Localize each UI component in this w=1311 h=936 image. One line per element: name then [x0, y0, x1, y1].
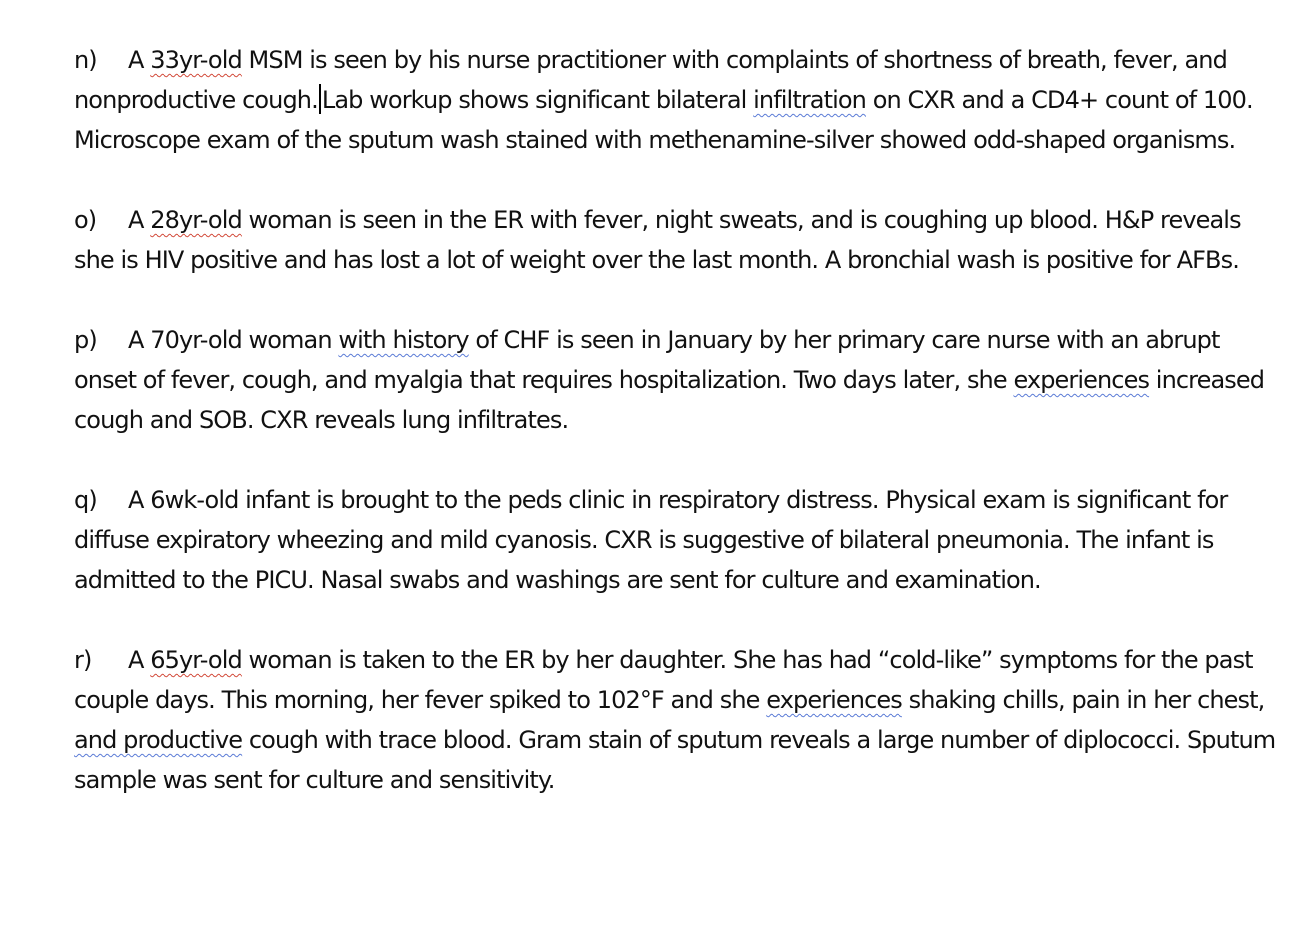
grammar-flag[interactable]: experiences: [766, 686, 902, 714]
grammar-flag[interactable]: experiences: [1013, 366, 1150, 394]
text-run: MSM is seen by his nurse practitioner with complaints of shortness of breath, fever, and nonproductive cough.: [74, 46, 1227, 114]
document-body[interactable]: [74, 40, 1284, 840]
list-marker: r): [74, 646, 92, 674]
text-run: shaking chills, pain in her chest,: [901, 686, 1265, 714]
spellcheck-flag[interactable]: 28yr-old: [150, 206, 242, 234]
grammar-flag[interactable]: and productive: [74, 726, 243, 754]
text-run: of CHF is seen in January by her primary care nurse with an abrupt onset of fever, cough, and myalgia that requires hospitalization. Two days later, she: [74, 326, 1220, 394]
grammar-flag[interactable]: infiltration: [753, 86, 866, 114]
list-marker: q): [74, 486, 97, 514]
list-marker: p): [74, 326, 97, 354]
text-run: woman is taken to the ER by her daughter. She has had “cold-like” symptoms for the past couple days. This morning, her fever spiked to 102°F and she: [74, 646, 1253, 714]
text-run: A 70yr-old woman: [128, 326, 339, 354]
text-cursor: [319, 84, 321, 114]
text-run: on CXR and a CD4+ count of 100. Microscope exam of the sputum wash stained with methenamine-silver showed odd-shaped organisms.: [74, 86, 1253, 154]
question-n[interactable]: [74, 40, 1284, 160]
text-run: cough with trace blood. Gram stain of sputum reveals a large number of diplococci. Sputum sample was sent for culture and sensitivity.: [74, 726, 1276, 794]
text-run: increased cough and SOB. CXR reveals lung infiltrates.: [74, 366, 1265, 434]
text-run: A 6wk-old infant is brought to the peds clinic in respiratory distress. Physical exam is significant for diffuse expiratory wheezing and mild cyanosis. CXR is suggestive of bilateral pneumonia. The infant is admitted to the PICU. Nasal swabs and washings are sent for culture and examination.: [74, 486, 1228, 594]
question-r[interactable]: [74, 640, 1284, 800]
list-marker: o): [74, 206, 97, 234]
text-run: Lab workup shows significant bilateral: [321, 86, 754, 114]
text-run: A: [128, 206, 151, 234]
text-run: woman is seen in the ER with fever, night sweats, and is coughing up blood. H&P reveals she is HIV positive and has lost a lot of weight over the last month. A bronchial wash is positive for AFBs.: [74, 206, 1241, 274]
spellcheck-flag[interactable]: 33yr-old: [150, 46, 242, 74]
spellcheck-flag[interactable]: 65yr-old: [150, 646, 242, 674]
question-q[interactable]: [74, 480, 1284, 600]
question-p[interactable]: [74, 320, 1284, 440]
question-o[interactable]: [74, 200, 1284, 280]
text-run: A: [128, 646, 151, 674]
grammar-flag[interactable]: with history: [338, 326, 469, 354]
text-run: A: [128, 46, 151, 74]
list-marker: n): [74, 46, 97, 74]
